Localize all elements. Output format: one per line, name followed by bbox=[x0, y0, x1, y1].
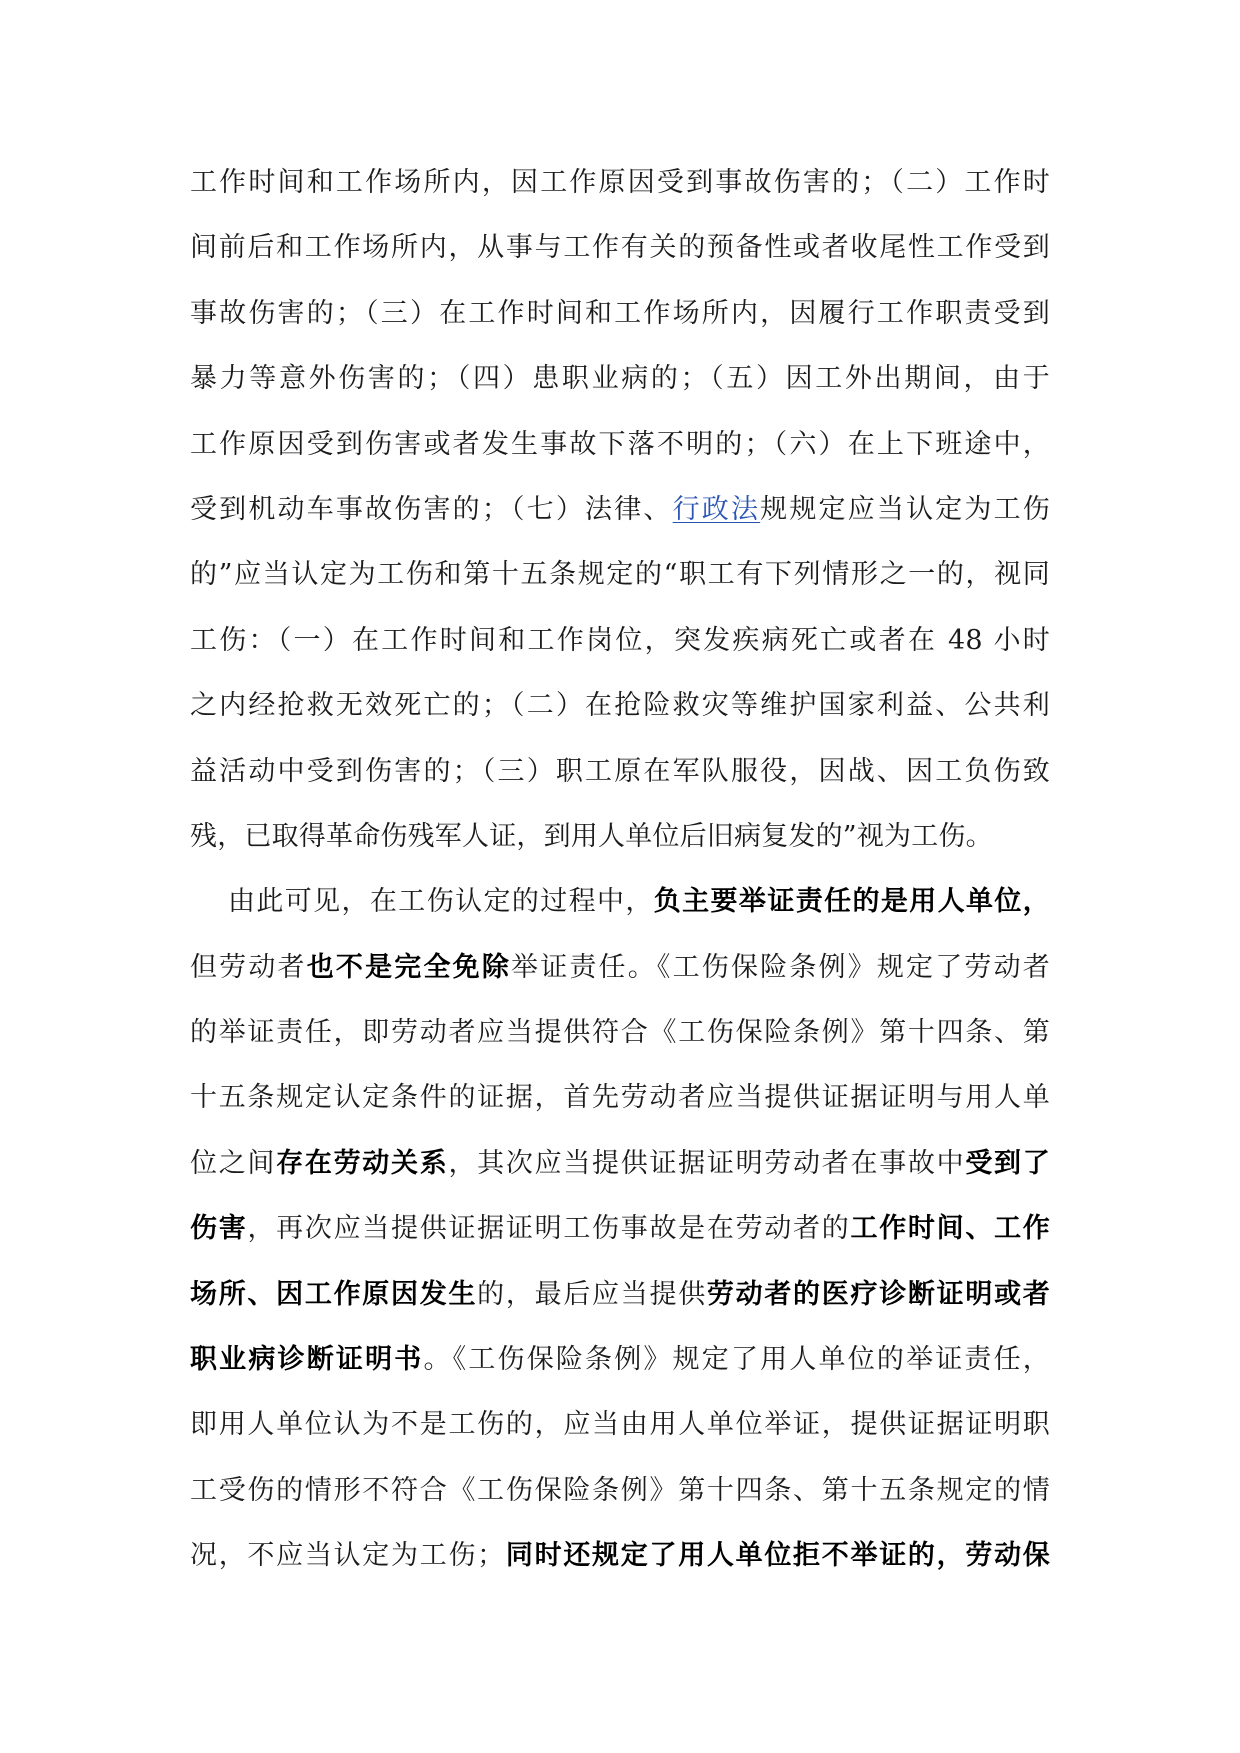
text-line bbox=[190, 869, 1050, 934]
bold-text: 同时还规定了用人单位拒不举证的，劳动保 bbox=[504, 1540, 1050, 1572]
bold-text: 场所、因工作原因发生 bbox=[190, 1278, 478, 1310]
bold-text: 职业病诊断证明书 bbox=[190, 1344, 424, 1376]
text-line bbox=[190, 346, 1050, 411]
bold-text: 负主要举证责任的是用人单位， bbox=[653, 886, 1050, 918]
document-page bbox=[190, 150, 1050, 1589]
bold-text: 存在劳动关系 bbox=[276, 1147, 449, 1179]
body-text: 益活动中受到伤害的；（三）职工原在军队服役，因战、因工负伤致 bbox=[190, 755, 1050, 787]
body-text: 之内经抢救无效死亡的；（二）在抢险救灾等维护国家利益、公共利 bbox=[190, 690, 1050, 722]
text-line bbox=[190, 1327, 1050, 1392]
body-text: ，其次应当提供证据证明劳动者在事故中 bbox=[448, 1147, 966, 1179]
text-line bbox=[190, 804, 1050, 869]
body-text: 的”应当认定为工伤和第十五条规定的“职工有下列情形之一的，视同 bbox=[190, 559, 1050, 591]
text-line bbox=[190, 1000, 1050, 1065]
body-text: 事故伤害的；（三）在工作时间和工作场所内，因履行工作职责受到 bbox=[190, 297, 1050, 329]
body-text: 位之间 bbox=[190, 1147, 277, 1179]
bold-text: 也不是完全免除 bbox=[306, 951, 512, 983]
text-line bbox=[190, 215, 1050, 280]
text-line bbox=[190, 935, 1050, 1000]
body-text: 工伤：（一）在工作时间和工作岗位，突发疾病死亡或者在 48 小时 bbox=[190, 624, 1050, 656]
text-line bbox=[190, 608, 1050, 673]
text-line bbox=[190, 1392, 1050, 1457]
body-text: 由此可见，在工伤认定的过程中， bbox=[228, 886, 654, 918]
body-text: 的举证责任，即劳动者应当提供符合《工伤保险条例》第十四条、第 bbox=[190, 1017, 1050, 1049]
body-text: 规规定应当认定为工伤 bbox=[760, 493, 1050, 525]
body-text: 间前后和工作场所内，从事与工作有关的预备性或者收尾性工作受到 bbox=[190, 232, 1050, 264]
text-line bbox=[190, 150, 1050, 215]
body-text: 工作时间和工作场所内，因工作原因受到事故伤害的；（二）工作时 bbox=[190, 167, 1050, 198]
body-text: 工受伤的情形不符合《工伤保险条例》第十四条、第十五条规定的情 bbox=[190, 1474, 1050, 1506]
text-line bbox=[190, 542, 1050, 607]
text-line bbox=[190, 477, 1050, 542]
bold-text: 伤害 bbox=[190, 1213, 248, 1245]
body-text: 况，不应当认定为工伤； bbox=[190, 1540, 505, 1572]
body-text: 举证责任。《工伤保险条例》规定了劳动者 bbox=[511, 951, 1050, 983]
body-text: ，再次应当提供证据证明工伤事故是在劳动者的 bbox=[247, 1213, 851, 1245]
hyperlink-text[interactable]: 行政法 bbox=[672, 493, 761, 525]
body-text: 暴力等意外伤害的；（四）患职业病的；（五）因工外出期间，由于 bbox=[190, 363, 1050, 395]
text-line bbox=[190, 1523, 1050, 1588]
text-line bbox=[190, 1196, 1050, 1261]
body-text: 的，最后应当提供 bbox=[477, 1278, 707, 1310]
text-line bbox=[190, 1458, 1050, 1523]
bold-text: 工作时间、工作 bbox=[850, 1213, 1051, 1245]
body-text: 残，已取得革命伤残军人证，到用人单位后旧病复发的”视为工伤。 bbox=[190, 820, 993, 852]
bold-text: 受到了 bbox=[965, 1147, 1050, 1179]
text-line bbox=[190, 673, 1050, 738]
text-line bbox=[190, 1262, 1050, 1327]
text-line bbox=[190, 281, 1050, 346]
body-text: 受到机动车事故伤害的；（七）法律、 bbox=[190, 493, 673, 525]
text-line bbox=[190, 1131, 1050, 1196]
body-text: 即用人单位认为不是工伤的，应当由用人单位举证，提供证据证明职 bbox=[190, 1409, 1050, 1441]
body-text: 但劳动者 bbox=[190, 951, 307, 983]
text-line bbox=[190, 739, 1050, 804]
body-text: 十五条规定认定条件的证据，首先劳动者应当提供证据证明与用人单 bbox=[190, 1082, 1050, 1114]
text-line bbox=[190, 1065, 1050, 1130]
bold-text: 劳动者的医疗诊断证明或者 bbox=[706, 1278, 1050, 1310]
body-text: 。《工伤保险条例》规定了用人单位的举证责任， bbox=[423, 1344, 1050, 1376]
text-line bbox=[190, 412, 1050, 477]
body-text: 工作原因受到伤害或者发生事故下落不明的；（六）在上下班途中， bbox=[190, 428, 1050, 460]
